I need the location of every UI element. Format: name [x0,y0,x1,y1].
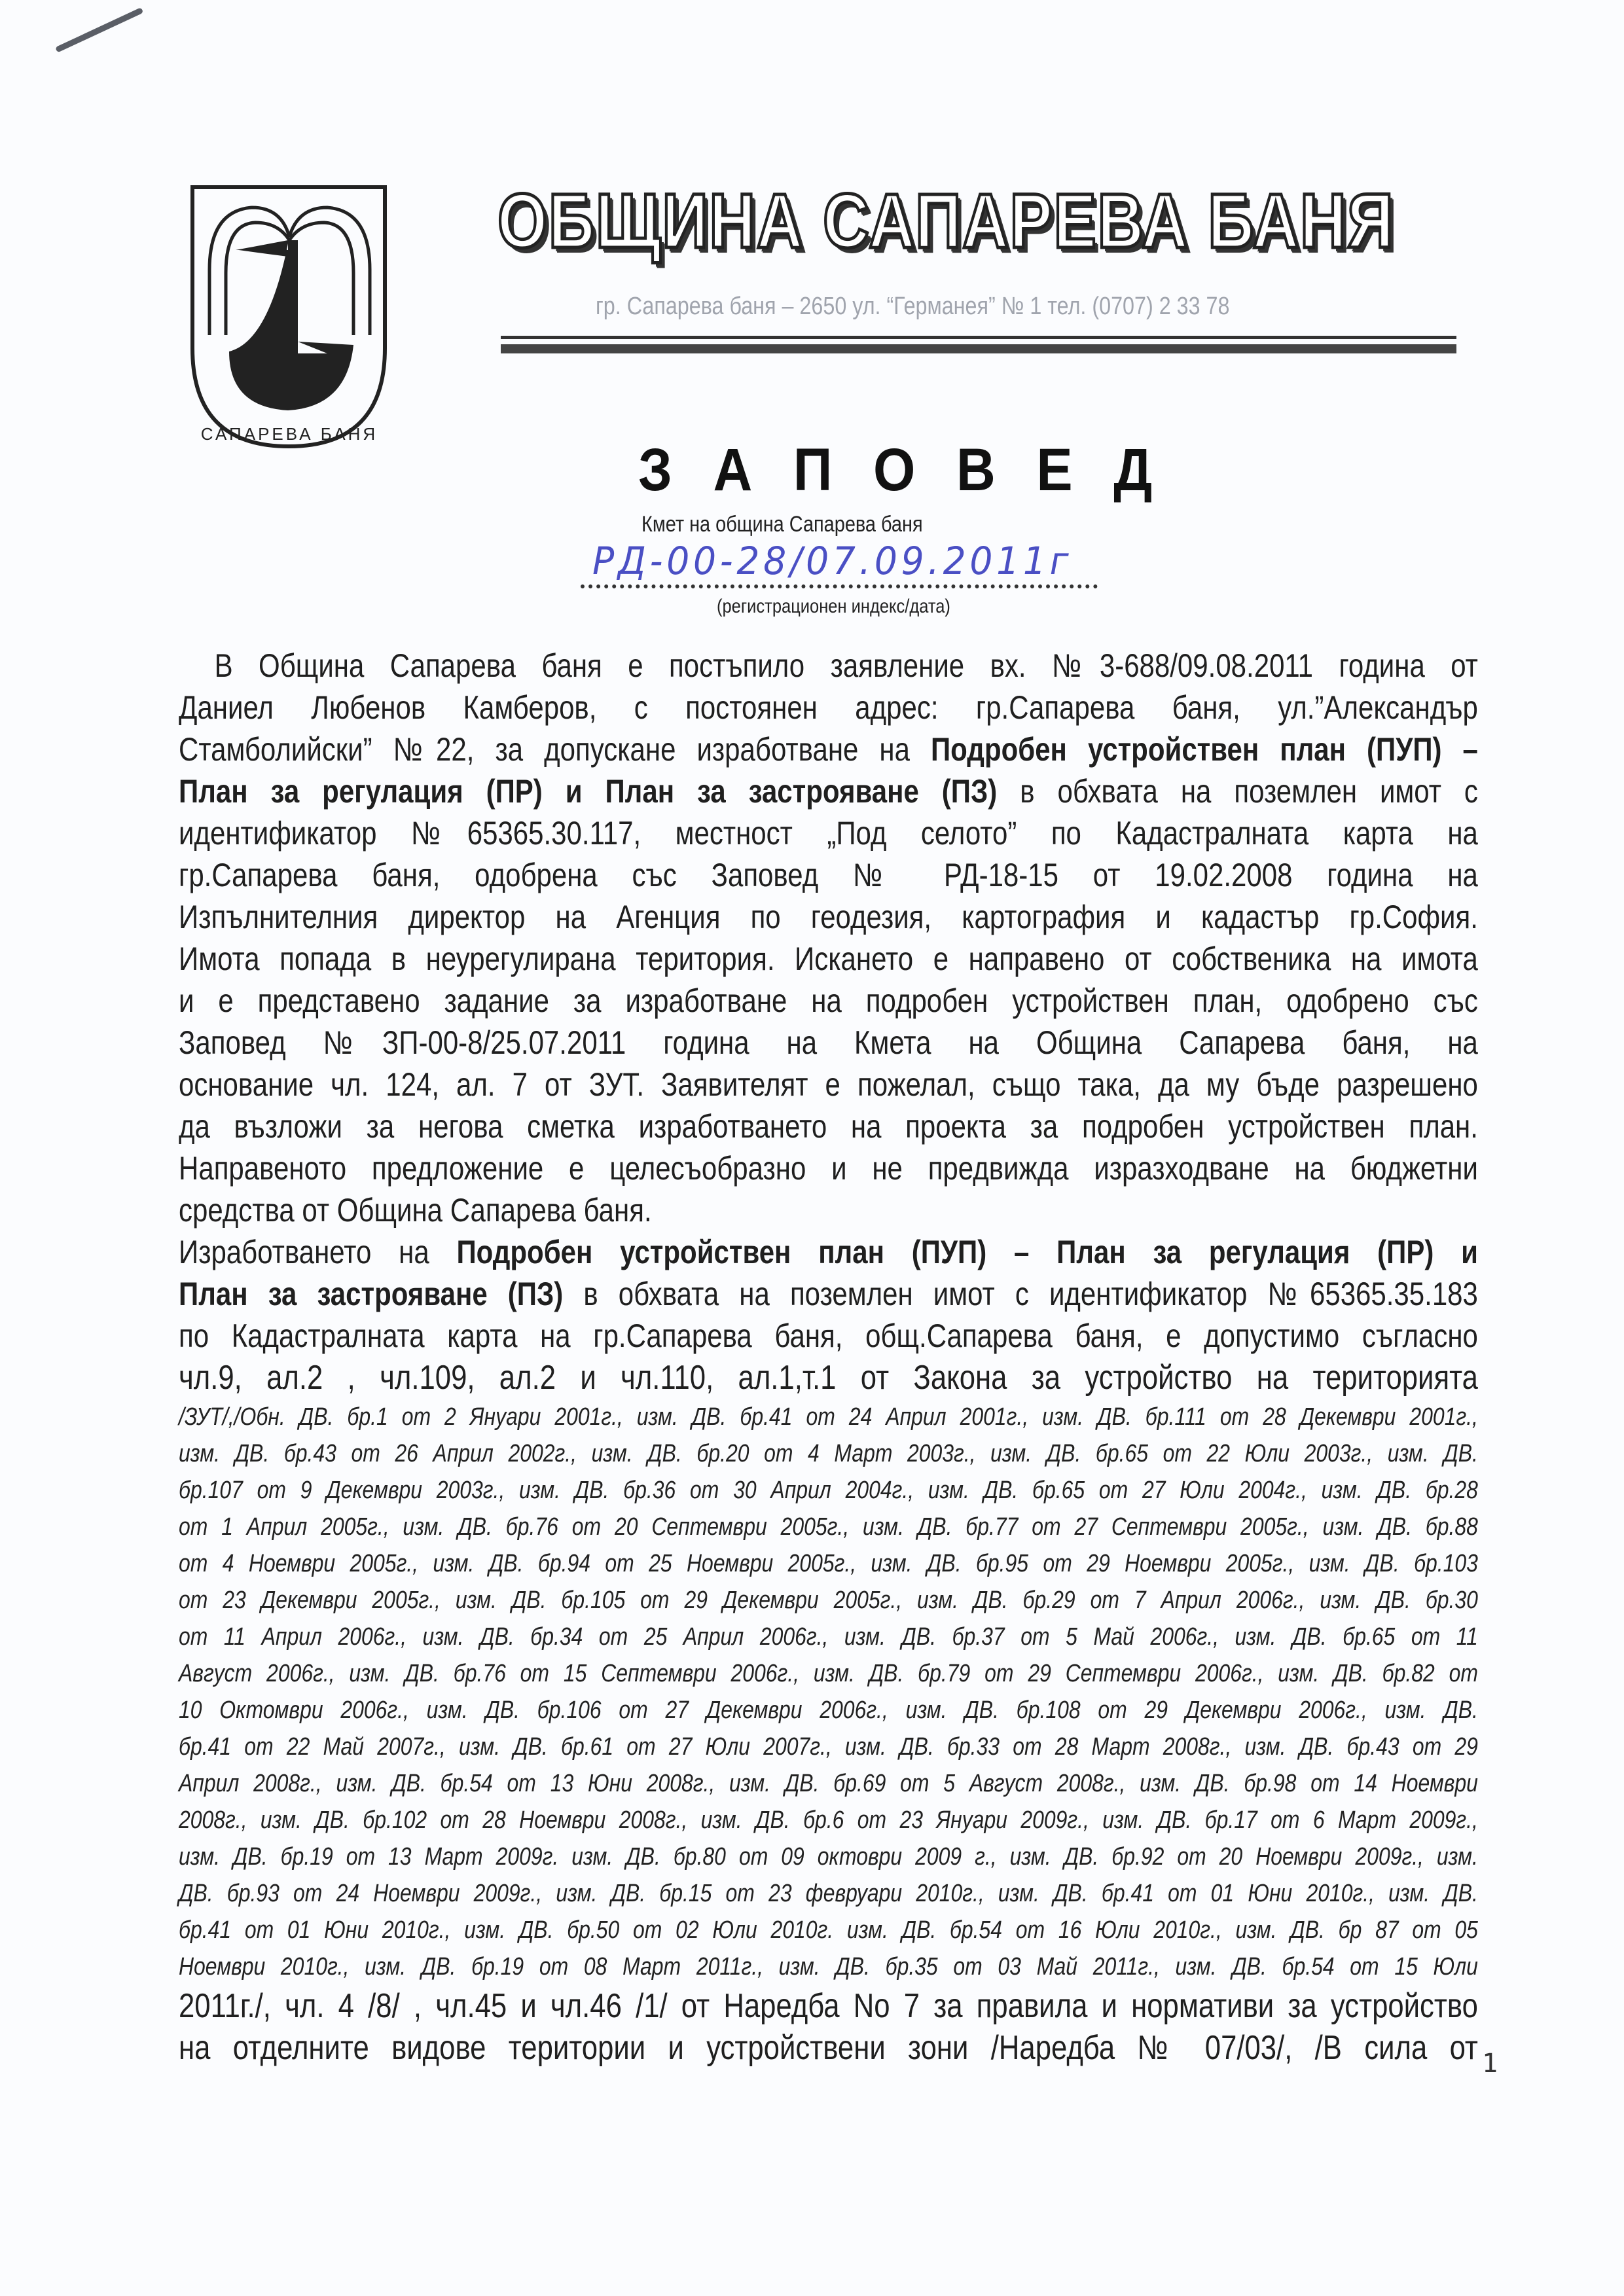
document-body [179,645,1478,2069]
amendment-line: изм. ДВ. бр.43 от 26 Април 2002г., изм. ДВ. бр.20 от 4 Март 2003г., изм. ДВ. бр.65 от 22 Юли 2003г., изм. ДВ. [179,1440,1478,1467]
amendment-line: от 1 Април 2005г., изм. ДВ. бр.76 от 20 Септември 2005г., изм. ДВ. бр.77 от 27 Септември 2005г., изм. ДВ. бр.88 [179,1513,1478,1541]
text: Направеното предложение е целесъобразно и не предвижда изразходване на бюджетни [179,1150,1478,1187]
text: Даниел Любенов Камберов, с постоянен адрес: гр.Сапарева баня, ул.”Александър [179,689,1478,726]
body-line [179,938,1478,980]
text: Изпълнителния директор на Агенция по геодезия, картография и кадастър гр.София. [179,899,1478,935]
amendment-line: 10 Октомври 2006г., изм. ДВ. бр.106 от 27 Декември 2006г., изм. ДВ. бр.108 от 29 Декември 2006г., изм. ДВ. [179,1696,1478,1724]
main-paragraphs [179,645,1478,1399]
body-line [179,645,1478,687]
amendment-line: Август 2006г., изм. ДВ. бр.76 от 15 Септември 2006г., изм. ДВ. бр.79 от 29 Септември 2006г., изм. ДВ. бр.82 от [179,1660,1478,1687]
amendment-line: от 23 Декември 2005г., изм. ДВ. бр.105 от 29 Декември 2005г., изм. ДВ. бр.29 от 7 Април 2006г., изм. ДВ. бр.30 [179,1587,1478,1614]
text: Стамболийски” №22, за допускане изработване на [179,731,931,768]
body-line [179,1273,1478,1315]
fountain-crest-icon [190,185,389,450]
body-line [179,980,1478,1022]
bold-text: План за застрояване (ПЗ) [179,1276,564,1312]
amendment-line: бр.41 от 22 Май 2007г., изм. ДВ. бр.61 от 27 Юли 2007г., изм. ДВ. бр.33 от 28 Март 2008г., изм. ДВ. бр.43 от 29 [179,1733,1478,1761]
amendment-line: 2008г., изм. ДВ. бр.102 от 28 Ноември 2008г., изм. ДВ. бр.6 от 23 Януари 2009г., изм. ДВ. бр.17 от 6 Март 2009г., [179,1806,1478,1834]
text: Изработването на [179,1234,457,1270]
letterhead-rule-thick [501,344,1456,353]
handwritten-registration: РД-00-28/07.09.2011г [592,539,1073,583]
bold-text: Подробен устройствен план (ПУП) – План за регулация (ПР) и [456,1234,1478,1270]
document-title: З А П О В Е Д [638,437,1166,503]
stray-pen-mark [55,7,143,52]
amendment-line: Април 2008г., изм. ДВ. бр.54 от 13 Юни 2008г., изм. ДВ. бр.69 от 5 Август 2008г., изм. ДВ. бр.98 от 14 Ноември [179,1770,1478,1797]
amendments-list [179,1399,1478,1985]
amendment-line: Ноември 2010г., изм. ДВ. бр.19 от 08 Март 2011г., изм. ДВ. бр.35 от 03 Май 2011г., изм. ДВ. бр.54 от 15 Юли [179,1953,1478,1981]
org-name: ОБЩИНА САПАРЕВА БАНЯ [497,178,1395,264]
body-line [179,812,1478,854]
body-line [179,728,1478,770]
bold-text: Подробен устройствен план (ПУП) – [930,731,1478,768]
body-line [179,1022,1478,1064]
body-line [179,1064,1478,1105]
body-line [179,770,1478,812]
closing-line: 2011г./, чл. 4 /8/ , чл.45 и чл.46 /1/ от Наредба No 7 за правила и нормативи за устройство [179,1987,1478,2025]
amendment-line: от 4 Ноември 2005г., изм. ДВ. бр.94 от 25 Ноември 2005г., изм. ДВ. бр.95 от 29 Ноември 2005г., изм. ДВ. бр.103 [179,1550,1478,1577]
closing-paragraph [179,1985,1478,2069]
text: и е представено задание за изработване на подробен устройствен план, одобрено със [179,982,1478,1019]
body-line [179,1357,1478,1399]
text: в обхвата на поземлен имот с идентификатор №65365.35.183 [563,1276,1478,1312]
crest-text: САПАРЕВА БАНЯ [200,424,378,444]
amendment-line: бр.107 от 9 Декември 2003г., изм. ДВ. бр.36 от 30 Април 2004г., изм. ДВ. бр.65 от 27 Юли 2004г., изм. ДВ. бр.28 [179,1477,1478,1504]
amendment-line: бр.41 от 01 Юни 2010г., изм. ДВ. бр.50 от 02 Юли 2010г. изм. ДВ. бр.54 от 16 Юли 2010г., изм. ДВ. бр 87 от 05 [179,1916,1478,1944]
issuer-line: Кмет на община Сапарева баня [641,512,923,537]
text: в обхвата на поземлен имот с [997,773,1478,810]
text: В Община Сапарева баня е постъпило заявление вх. №3-688/09.08.2011 година от [214,647,1478,684]
body-line [179,854,1478,896]
amendment-line: от 11 Април 2006г., изм. ДВ. бр.34 от 25 Април 2006г., изм. ДВ. бр.37 от 5 Май 2006г., изм. ДВ. бр.65 от 11 [179,1623,1478,1651]
registration-caption: (регистрационен индекс/дата) [717,596,950,617]
body-line [179,1147,1478,1189]
body-line [179,1231,1478,1273]
body-line [179,1189,1478,1231]
page-number: 1 [1482,2049,1498,2079]
text: гр.Сапарева баня, одобрена със Заповед № РД-18-15 от 19.02.2008 година на [179,857,1478,893]
amendment-line: /ЗУТ/,/Обн. ДВ. бр.1 от 2 Януари 2001г., изм. ДВ. бр.41 от 24 Април 2001г., изм. ДВ. бр.111 от 28 Декември 2001г., [179,1403,1478,1431]
text: по Кадастралната карта на гр.Сапарева баня, общ.Сапарева баня, е допустимо съгласно [179,1318,1478,1354]
text: основание чл. 124, ал. 7 от ЗУТ. Заявителят е пожелал, също така, да му бъде разрешено [179,1066,1478,1103]
amendment-line: изм. ДВ. бр.19 от 13 Март 2009г. изм. ДВ. бр.80 от 09 октоври 2009 г., изм. ДВ. бр.92 от 20 Ноември 2009г., изм. [179,1843,1478,1871]
text: Заповед №ЗП-00-8/25.07.2011 година на Кмета на Община Сапарева баня, на [179,1024,1478,1061]
text: средства от Община Сапарева баня. [179,1192,652,1229]
registration-dotted-line [581,584,1098,588]
text: идентификатор №65365.30.117, местност „Под селото” по Кадастралната карта на [179,815,1478,852]
amendment-line: ДВ. бр.93 от 24 Ноември 2009г., изм. ДВ. бр.15 от 23 февруари 2010г., изм. ДВ. бр.41 от 01 Юни 2010г., изм. ДВ. [179,1880,1478,1907]
bold-text: План за регулация (ПР) и План за застрояване (ПЗ) [179,773,998,810]
text: Имота попада в неурегулирана територия. Искането е направено от собственика на имота [179,941,1478,977]
text: да възложи за негова сметка изработването на проекта за подробен устройствен план. [179,1108,1478,1145]
letterhead-rule-thin [501,336,1456,339]
body-line [179,896,1478,938]
body-line [179,687,1478,728]
closing-line: на отделните видове територии и устройствени зони /Наредба № 07/03/, /В сила от [179,2029,1478,2067]
body-line [179,1315,1478,1357]
org-address: гр. Сапарева баня – 2650 ул. “Германея” № 1 тел. (0707) 2 33 78 [596,293,1230,320]
body-line [179,1105,1478,1147]
text: чл.9, ал.2 , чл.109, ал.2 и чл.110, ал.1,т.1 от Закона за устройство на територията [179,1359,1478,1397]
